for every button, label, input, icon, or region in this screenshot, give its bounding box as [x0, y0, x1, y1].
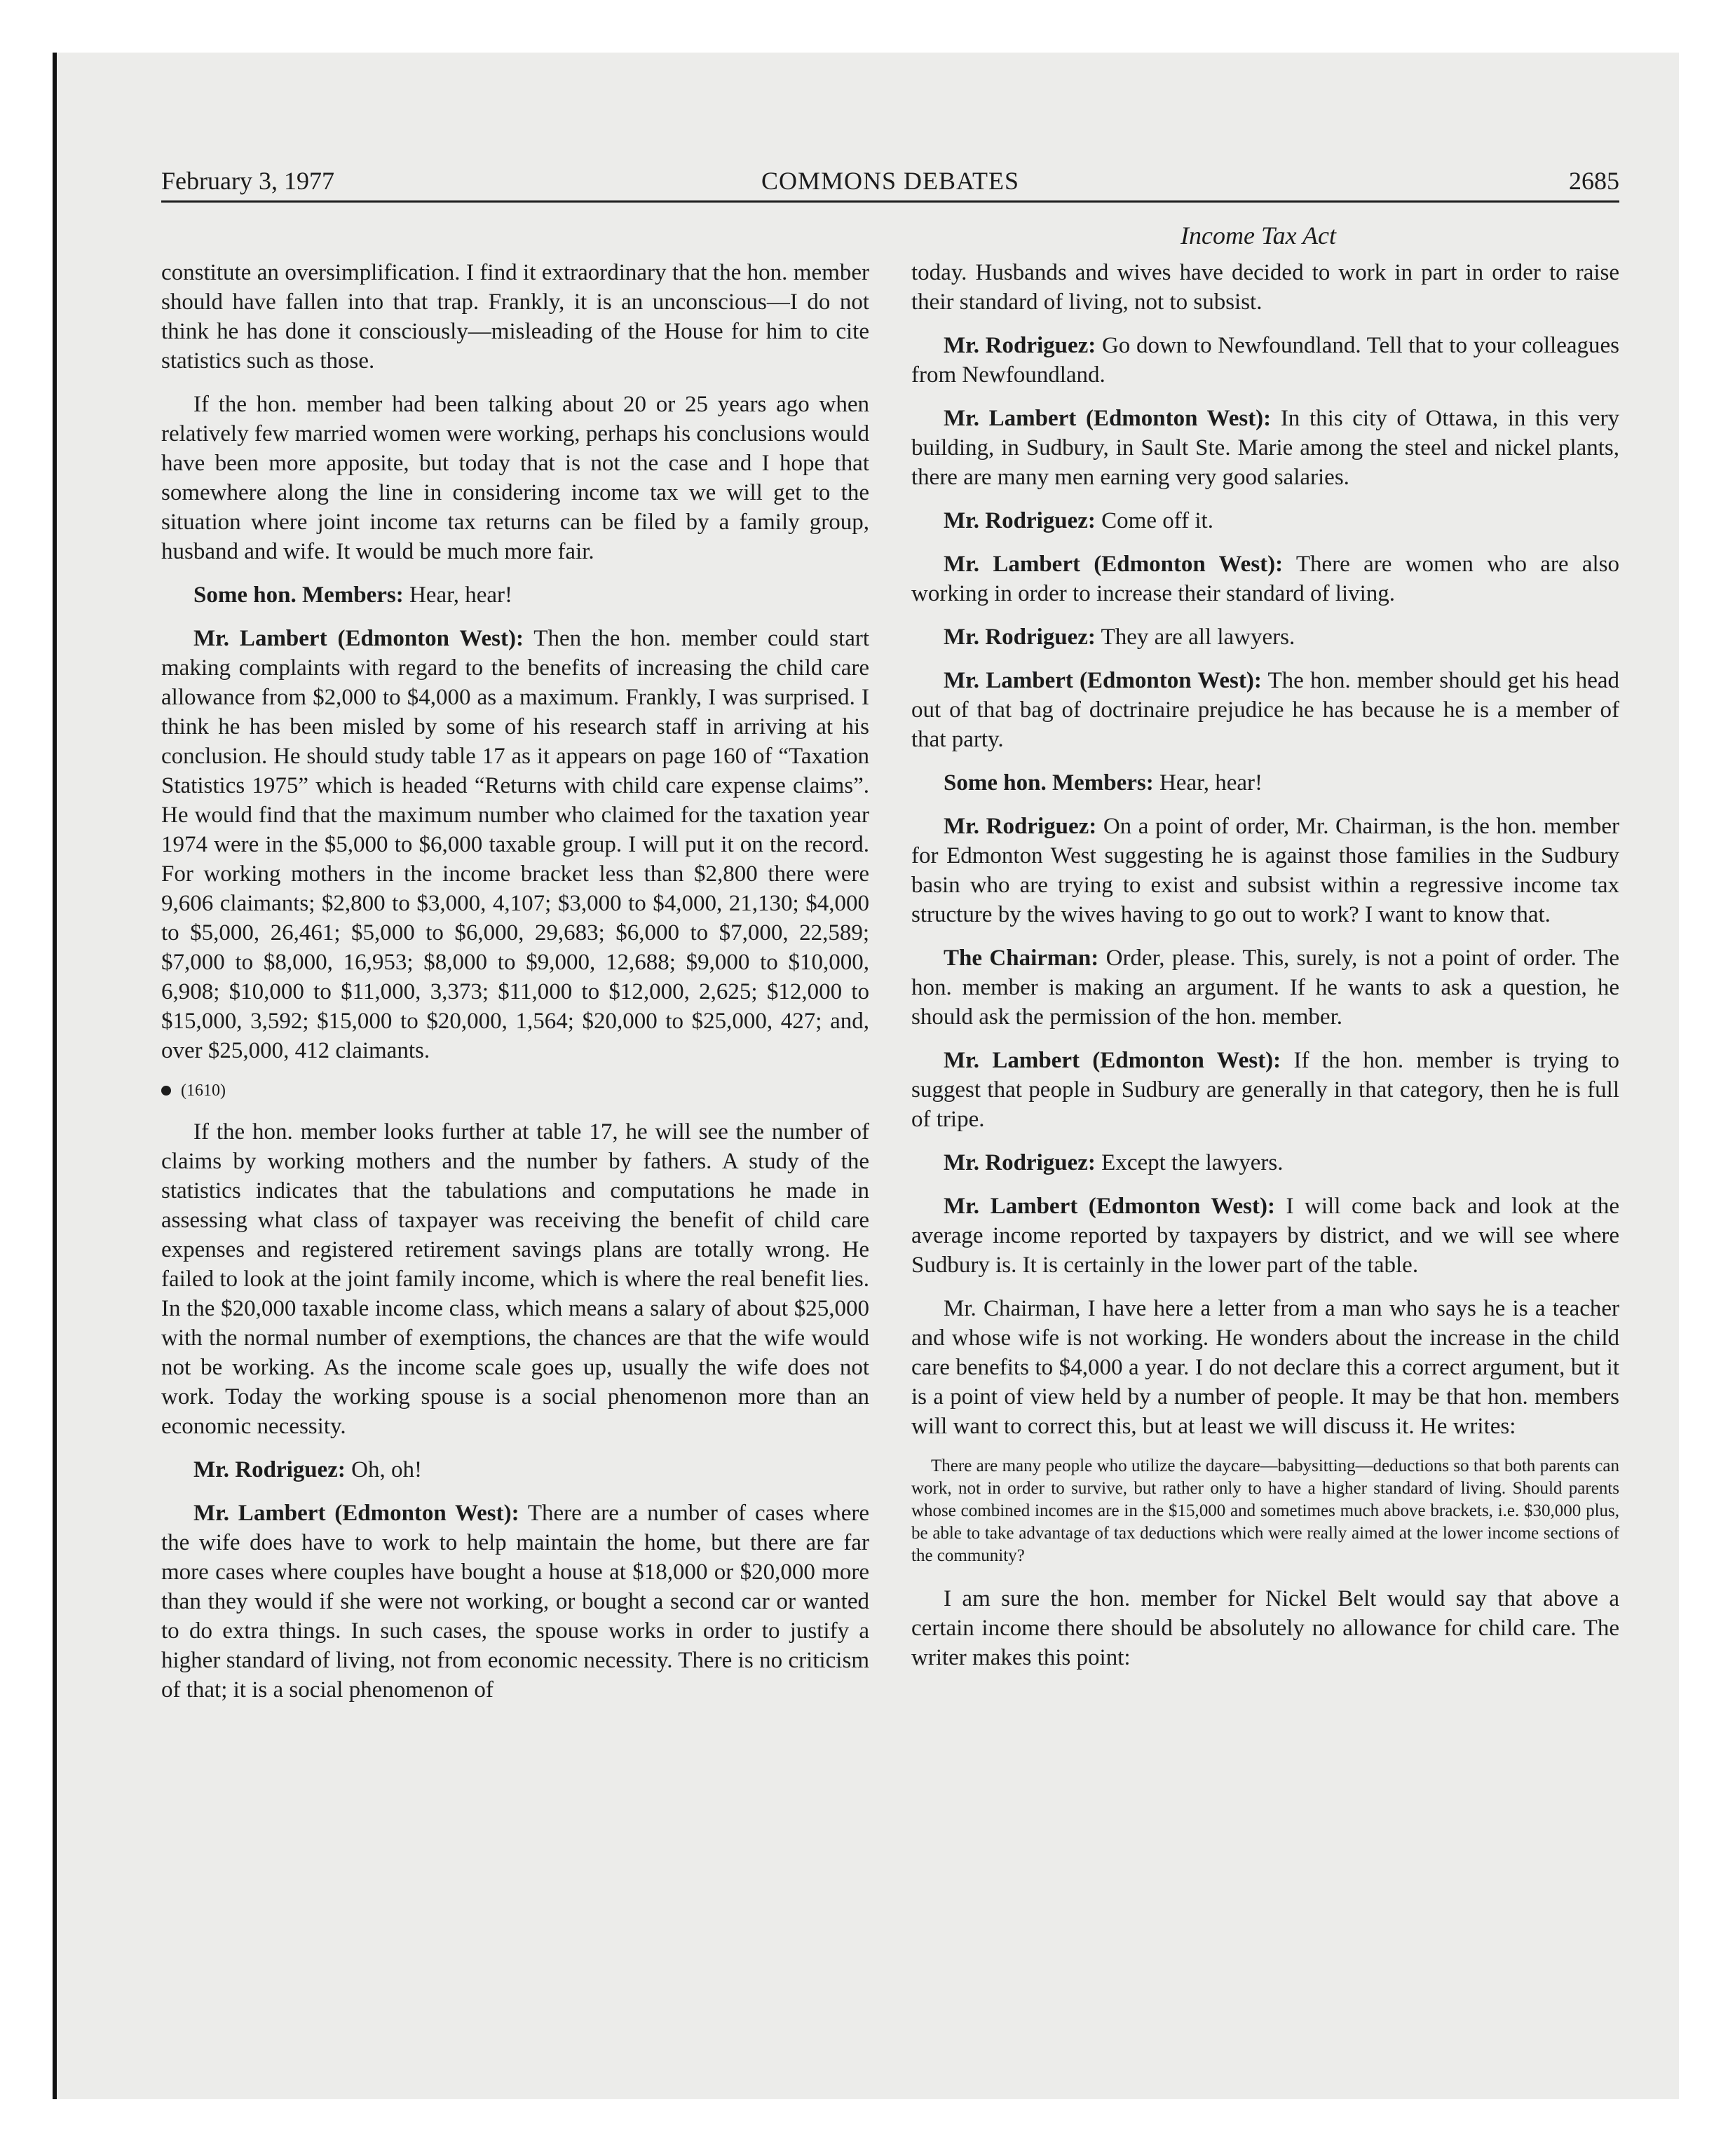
- paragraph: [911, 622, 1619, 652]
- paragraph: [911, 404, 1619, 492]
- header-date: February 3, 1977: [161, 167, 334, 195]
- paragraph: [161, 1499, 869, 1705]
- speech-text: Order, please. This, surely, is not a point of order. The hon. member is making an argument. If he wants to ask a question, he should ask the permission of the hon. member.: [911, 946, 1619, 1030]
- right-column: [911, 258, 1619, 1686]
- speaker-name: Mr. Rodriguez:: [944, 1150, 1096, 1175]
- binding-edge: [53, 53, 57, 2099]
- speech-text: Then the hon. member could start making complaints with regard to the benefits of increasing the child care allowance from $2,000 to $4,000 as a maximum. Frankly, I was surprised. I think he has been misled by some of his research staff in arriving at his conclusion. He should study table 17 as it appears on page 160 of “Taxation Statistics 1975” which is headed “Returns with child care expense claims”. He would find that the maximum number who claimed for the taxation year 1974 were in the $5,000 to $6,000 taxable group. I will put it on the record. For working mothers in the income bracket less than $2,800 there were 9,606 claimants; $2,800 to $3,000, 4,107; $3,000 to $4,000, 21,130; $4,000 to $5,000, 26,461; $5,000 to $6,000, 29,683; $6,000 to $7,000, 22,589; $7,000 to $8,000, 16,953; $8,000 to $9,000, 12,688; $9,000 to $10,000, 6,908; $10,000 to $11,000, 3,373; $11,000 to $12,000, 2,625; $12,000 to $15,000, 3,592; $15,000 to $20,000, 1,564; $20,000 to $25,000, 427; and, over $25,000, 412 claimants.: [161, 626, 869, 1063]
- paragraph: [911, 1148, 1619, 1178]
- paragraph: [911, 331, 1619, 390]
- speaker-name: Mr. Lambert (Edmonton West):: [193, 1501, 519, 1526]
- speech-text: There are a number of cases where the wife does have to work to help maintain the home, but there are far more cases where couples have bought a house at $18,000 or $20,000 more than they would if she were not working, or bought a second car or wanted to do extra things. In such cases, the spouse works in order to justify a higher standard of living, not from economic necessity. There is no criticism of that; it is a social phenomenon of: [161, 1501, 870, 1703]
- paragraph: [911, 1192, 1619, 1280]
- paragraph: [161, 1455, 869, 1485]
- speech-text: On a point of order, Mr. Chairman, is the hon. member for Edmonton West suggesting he is against those families in the Sudbury basin who are trying to exist and subsist within a regressive income tax structure by the wives having to go out to work? I want to know that.: [911, 814, 1619, 927]
- speaker-name: Mr. Lambert (Edmonton West):: [944, 1194, 1275, 1219]
- speech-text: Oh, oh!: [345, 1457, 422, 1482]
- speech-text: Come off it.: [1095, 508, 1213, 533]
- speaker-name: Mr. Lambert (Edmonton West):: [193, 626, 524, 651]
- speech-text: If the hon. member is trying to suggest that people in Sudbury are generally in that category, then he is full of tripe.: [911, 1048, 1620, 1132]
- timestamp-marker: [161, 1079, 869, 1102]
- paragraph: [161, 624, 869, 1065]
- paragraph: [911, 768, 1619, 798]
- paragraph: [911, 550, 1619, 608]
- timestamp-text: (1610): [181, 1082, 226, 1100]
- paragraph: [911, 812, 1619, 929]
- paragraph: If the hon. member looks further at table 17, he will see the number of claims by working mothers and the number by fathers. A study of the statistics indicates that the tabulations and computations he made in assessing what class of taxpayer was receiving the benefit of child care expenses and registered retirement savings plans are totally wrong. He failed to look at the joint family income, which is where the real benefit lies. In the $20,000 taxable income class, which means a salary of about $25,000 with the normal number of exemptions, the chances are that the wife would not be working. As the income scale goes up, usually the wife does not work. Today the working spouse is a social phenomenon more than an economic necessity.: [161, 1119, 869, 1439]
- paragraph: If the hon. member had been talking about 20 or 25 years ago when relatively few married women were working, perhaps his conclusions would have been more apposite, but today that is not the case and I hope that somewhere along the line in considering income tax we will get to the situation where joint income tax returns can be filed by a family group, husband and wife. It would be much more fair.: [161, 392, 869, 564]
- speaker-name: Some hon. Members:: [193, 582, 404, 608]
- speech-text: Hear, hear!: [1153, 770, 1263, 796]
- speaker-name: Mr. Lambert (Edmonton West):: [944, 668, 1262, 693]
- speech-text: Except the lawyers.: [1095, 1150, 1284, 1175]
- paragraph: Mr. Chairman, I have here a letter from a man who says he is a teacher and whose wife is not working. He wonders about the increase in the child care benefits to $4,000 a year. I do not declare this a correct argument, but it is a point of view held by a number of people. It may be that hon. members will want to correct this, but at least we will discuss it. He writes:: [911, 1296, 1619, 1439]
- speaker-name: Mr. Lambert (Edmonton West):: [944, 406, 1272, 431]
- speech-text: The hon. member should get his head out of that bag of doctrinaire prejudice he has because he is a member of that party.: [911, 668, 1619, 752]
- page-header: [161, 164, 1619, 198]
- speaker-name: Mr. Rodriguez:: [193, 1457, 346, 1482]
- speaker-name: Mr. Rodriguez:: [944, 333, 1096, 358]
- paragraph: [911, 506, 1619, 535]
- paragraph: I am sure the hon. member for Nickel Belt would say that above a certain income there should be absolutely no allowance for child care. The writer makes this point:: [911, 1586, 1619, 1670]
- speaker-name: The Chairman:: [944, 946, 1099, 971]
- quoted-letter: There are many people who utilize the daycare—babysitting—deductions so that both parents can work, not in order to survive, but rather only to have a higher standard of living. Should parents whose combined incomes are in the $15,000 and sometimes much above brackets, i.e. $30,000 plus, be able to take advantage of tax deductions which were really aimed at the lower income sections of the community?: [911, 1456, 1619, 1565]
- speech-text: Hear, hear!: [403, 582, 513, 608]
- paragraph: [911, 943, 1619, 1032]
- speech-text: I will come back and look at the average income reported by taxpayers by district, and we will see where Sudbury is. It is certainly in the lower part of the table.: [911, 1194, 1620, 1278]
- speaker-name: Mr. Rodriguez:: [944, 625, 1096, 650]
- header-publication: COMMONS DEBATES: [761, 167, 1020, 195]
- bullet-icon: [161, 1086, 171, 1096]
- speaker-name: Some hon. Members:: [944, 770, 1154, 796]
- speech-text: Go down to Newfoundland. Tell that to your colleagues from Newfoundland.: [911, 333, 1619, 388]
- section-subhead: Income Tax Act: [1181, 221, 1336, 250]
- speaker-name: Mr. Lambert (Edmonton West):: [944, 1048, 1281, 1073]
- speech-text: There are women who are also working in order to increase their standard of living.: [911, 552, 1619, 606]
- paragraph: [161, 580, 869, 610]
- speaker-name: Mr. Rodriguez:: [944, 814, 1097, 839]
- paragraph: today. Husbands and wives have decided to work in part in order to raise their standard of living, not to subsist.: [911, 260, 1619, 315]
- speech-text: They are all lawyers.: [1095, 625, 1295, 650]
- left-column: [161, 258, 869, 1719]
- paragraph: [911, 1046, 1619, 1134]
- speaker-name: Mr. Lambert (Edmonton West):: [944, 552, 1284, 577]
- paragraph: constitute an oversimplification. I find it extraordinary that the hon. member should have fallen into that trap. Frankly, it is an unconscious—I do not think he has done it consciously—misleading of the House for him to cite statistics such as those.: [161, 260, 869, 374]
- header-rule: [161, 200, 1619, 203]
- paragraph: [911, 666, 1619, 754]
- header-page-number: 2685: [1569, 167, 1619, 195]
- speaker-name: Mr. Rodriguez:: [944, 508, 1096, 533]
- speech-text: In this city of Ottawa, in this very building, in Sudbury, in Sault Ste. Marie among the steel and nickel plants, there are many men earning very good salaries.: [911, 406, 1620, 490]
